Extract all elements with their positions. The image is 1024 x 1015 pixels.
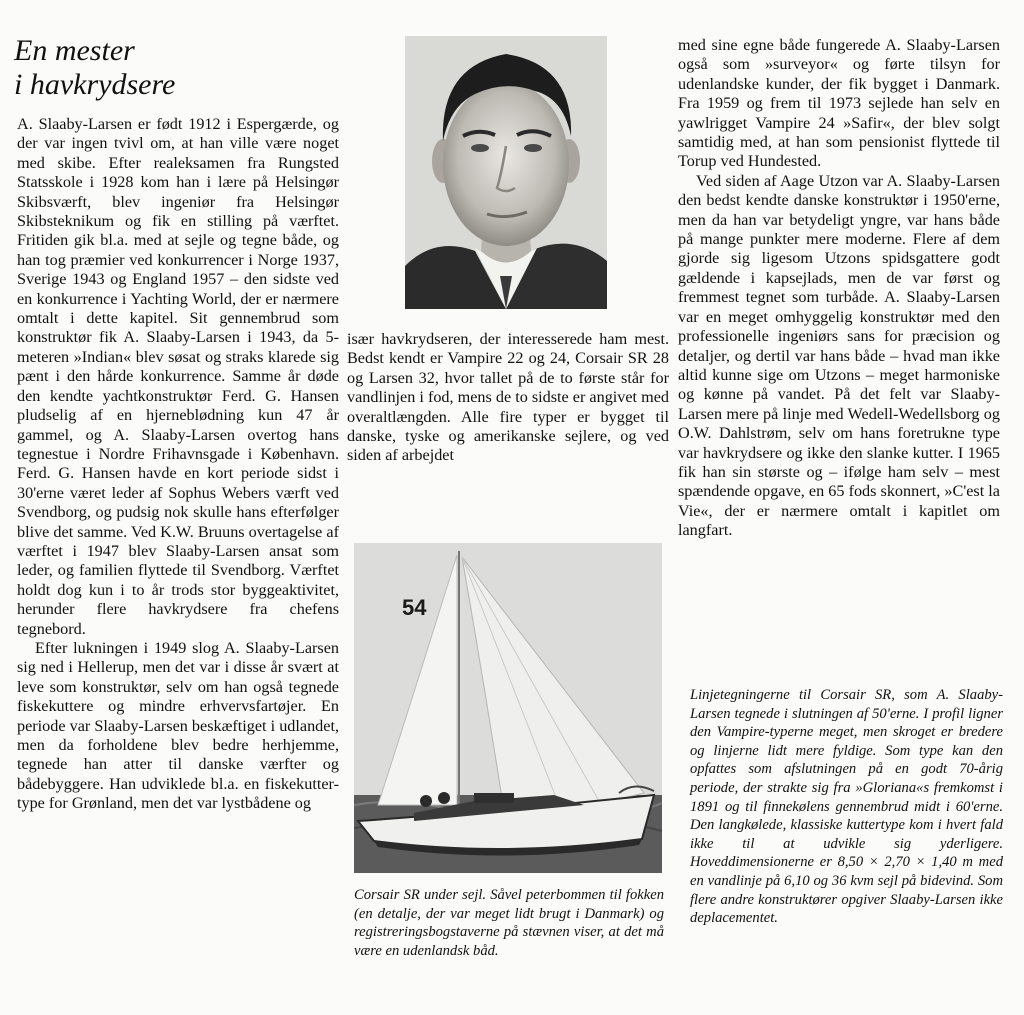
sailboat-image <box>354 543 662 873</box>
paragraph: Efter lukningen i 1949 slog A. Slaaby-Larsen sig ned i Hellerup, men det var i disse år svært at leve som konstruktør, selv om han også tegnede fiskekuttere og mindre erhvervsfartøjer. En periode var Slaaby-Larsen beskæftiget i udlandet, men da forholdene blev bedre herhjemme, tegnede han atter til danske værfter og bådebyggere. Han udviklede bl.a. en fiskekutter-type for Grønland, men det var lystbådene og <box>17 638 339 813</box>
text-column-2 <box>347 330 669 466</box>
text-column-1 <box>17 115 339 814</box>
paragraph: A. Slaaby-Larsen er født 1912 i Espergærde, og der var ingen tvivl om, at han ville være noget med skibe. Efter realeksamen fra Rungsted Statsskole i 1928 kom han i lære på Helsingør Skibsværft, blev ingeniør fra Helsingør Skibsteknikum og fik en stilling på værftet. Fritiden gik bl.a. med at sejle og tegne både, og han tog præmier ved konkurrencer i Norge 1937, Sverige 1943 og England 1957 – den sidste ved en konkurrence i Yachting World, der er nærmere omtalt i dette kapitel. Sit gennembrud som konstruktør fik A. Slaaby-Larsen i 1943, da 5-meteren »Indian« blev søsat og straks klarede sig pænt i den hårde konkurrence. Samme år døde den kendte yachtkonstruktør Ferd. G. Hansen pludselig af en hjerneblødning kun 47 år gammel, og A. Slaaby-Larsen overtog hans tegnestue i Nordre Frihavnsgade i København. Ferd. G. Hansen havde en kort periode sidst i 30'erne været leder af Sophus Webers værft ved Svendborg, og pudsig nok skulle hans efterfølger blive det samme. Ved K.W. Bruuns overtagelse af værftet i 1947 blev Slaaby-Larsen ansat som leder, og familien flyttede til Svendborg. Værftet holdt dog kun i to år trods stor byggeaktivitet, herunder flere havkrydsere fra chefens tegnebord. <box>17 115 339 638</box>
drawing-caption: Linjetegningerne til Corsair SR, som A. Slaaby-Larsen tegnede i slutningen af 50'erne. I profil ligner den Vampire-typerne meget, men skroget er bredere og linjerne lidt mere fyldige. Som type kan den opfattes som afslutningen på en godt 70-årig periode, der strakte sig fra »Gloriana«s fremkomst i 1891 og til finnekølens gennembrud midt i 60'erne. Den langkølede, klassiske kuttertype kom i hvert fald ikke til at udvikle sig yderligere. Hoveddimensionerne er 8,50 × 2,70 × 1,40 m med en vandlinje på 6,10 og 36 kvm sejl på bidevind. Som flere andre konstruktører opgiver Slaaby-Larsen ikke deplacementet. <box>690 687 1003 927</box>
paragraph: med sine egne både fungerede A. Slaaby-Larsen også som »surveyor« og førte tilsyn for udenlandske kunder, der fik bygget i Danmark. Fra 1959 og frem til 1973 sejlede han selv en yawlrigget Vampire 24 »Safir«, der blev solgt samtidig med, at han som pensionist flyttede til Torup ved Hundested. <box>678 36 1000 171</box>
portrait-photo <box>405 36 607 309</box>
title-line-2: i havkrydsere <box>14 68 176 101</box>
photo-caption: Corsair SR under sejl. Såvel peterbommen til fokken (en detalje, der var meget lidt brugt i Danmark) og registreringsbogstaverne på stævnen viser, at det må være en udenlandsk båd. <box>354 887 664 959</box>
sail-number: 54 <box>402 595 427 620</box>
paragraph: Ved siden af Aage Utzon var A. Slaaby-Larsen den bedst kendte danske konstruktør i 1950'erne, men da han var betydeligt yngre, var hans både på mange punkter mere moderne. Flere af dem gjorde sig ligesom Utzons spidsgattere godt gældende i kapsejlads, men de var først og fremmest tegnet som turbåde. A. Slaaby-Larsen var en meget omhyggelig konstruktør med den professionelle ingeniørs sans for præcision og detaljer, og dertil var hans både – hvad man ikke altid kunne sige om Utzons – meget harmoniske og kønne på vandet. På det felt var Slaaby-Larsen mere på linje med Wedell-Wedellsborg og O.W. Dahlstrøm, selv om hans foretrukne type var havkrydsere og ikke den slanke kutter. I 1965 fik han sin største og – ifølge ham selv – mest spændende opgave, en 65 fods skonnert, »C'est la Vie«, der er nærmere omtalt i kapitlet om langfart. <box>678 171 1000 540</box>
text-column-3 <box>678 36 1000 541</box>
chapter-title <box>14 34 334 102</box>
paragraph: især havkrydseren, der interesserede ham mest. Bedst kendt er Vampire 22 og 24, Corsair SR 28 og Larsen 32, hvor tallet på de to første står for vandlinjen i fod, mens de to sidste er angivet med overaltlængden. Alle fire typer er bygget til danske, tyske og amerikanske sejlere, og ved siden af arbejdet <box>347 330 669 465</box>
sailboat-photo <box>354 543 662 873</box>
portrait-image <box>405 36 607 309</box>
title-line-1: En mester <box>14 34 135 67</box>
